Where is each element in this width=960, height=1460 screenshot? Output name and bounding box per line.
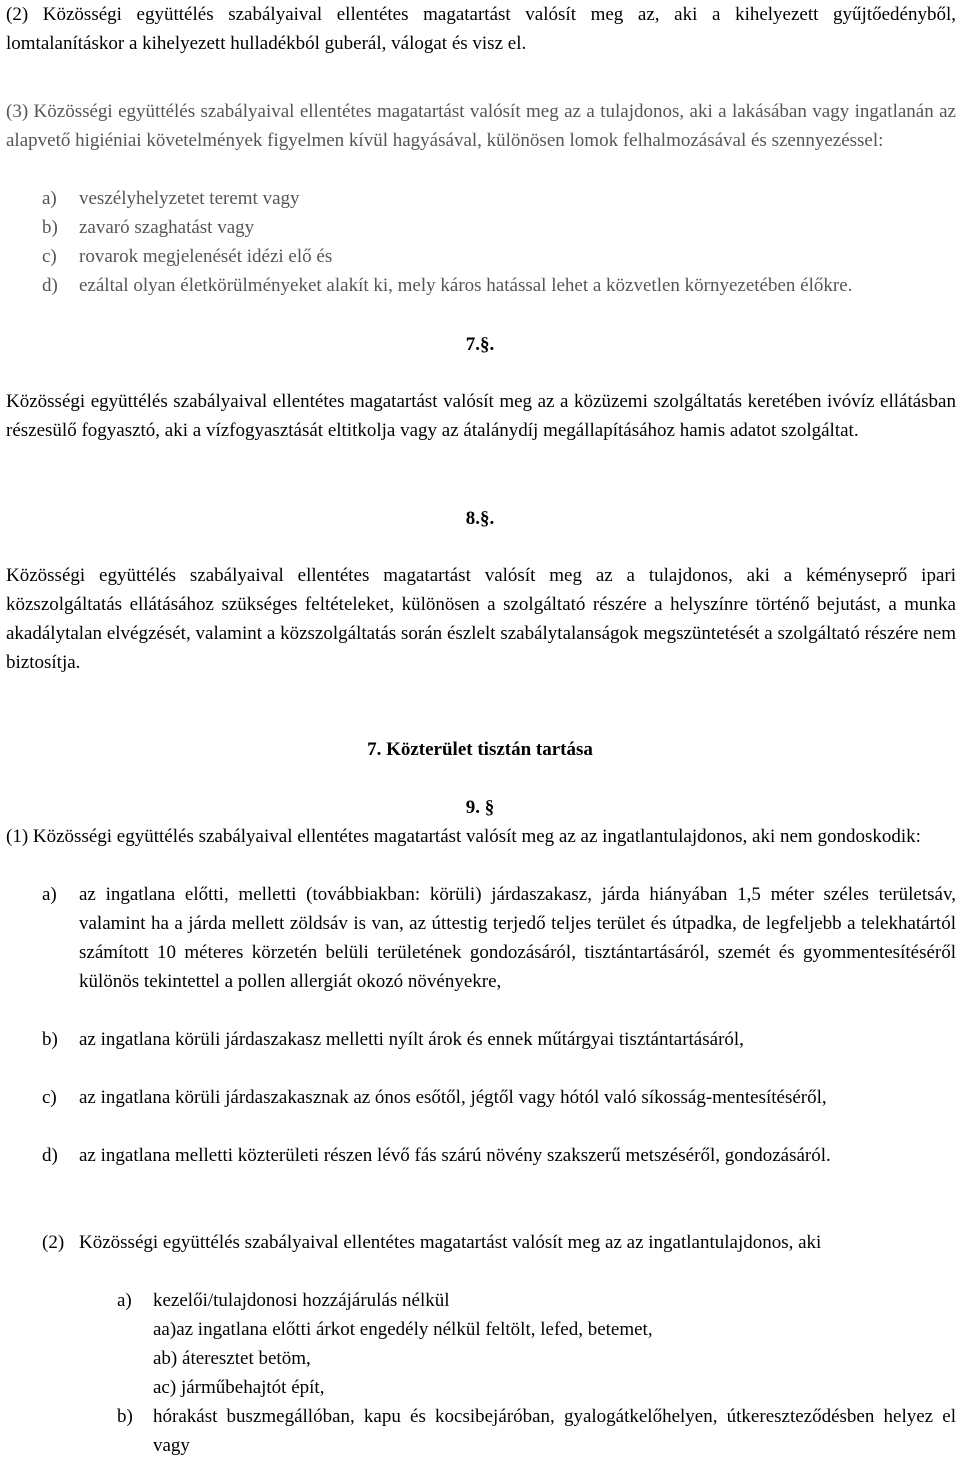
sub-item-ab: ab) áteresztet betöm,	[153, 1348, 311, 1369]
section-number-8: 8.§.	[465, 508, 495, 529]
list-label: c)	[42, 246, 57, 267]
sub-item-ac: ac) járműbehajtót épít,	[153, 1377, 325, 1398]
section-number-9: 9. §	[465, 797, 495, 818]
list-text: ezáltal olyan életkörülményeket alakít ki, mely káros hatással lehet a közvetlen környezetében élőkre.	[79, 275, 853, 296]
list-text: hórakást buszmegállóban, kapu és kocsibejáróban, gyalogátkelőhelyen, útkereszteződésben helyez el vagy	[153, 1406, 956, 1456]
paragraph-3-2: (2) Közösségi együttélés szabályaival ellentétes magatartást valósít meg az, aki a kihelyezett gyűjtőedényből, lomtalanításkor a kihelyezett hulladékból guberál, válogat és visz el.	[6, 4, 956, 54]
list-text: rovarok megjelenését idézi elő és	[79, 246, 333, 267]
list-label: d)	[42, 1145, 58, 1166]
list-text: veszélyhelyzetet teremt vagy	[79, 188, 300, 209]
list-label: (2)	[42, 1232, 65, 1253]
list-text: az ingatlana körüli járdaszakasznak az ónos esőtől, jégtől vagy hótól való síkosság-mentesítéséről,	[79, 1087, 827, 1108]
list-text: kezelői/tulajdonosi hozzájárulás nélkül	[153, 1290, 450, 1311]
paragraph-8: Közösségi együttélés szabályaival ellentétes magatartást valósít meg az a tulajdonos, aki a kéményseprő ipari közszolgáltatás ellátásához szükséges feltételeket, különösen a szolgáltató részére a helyszínre történő bejutást, a munka akadálytalan elvégzését, valamint a közszolgáltatás során észlelt szabálytalanságok megszüntetését a szolgáltató részére nem biztosítja.	[6, 565, 956, 673]
list-text: az ingatlana előtti, melletti (továbbiakban: körüli) járdaszakasz, járda hiányában 1,5 méter széles területsáv, valamint ha a járda mellett zöldsáv is van, az úttestig terjedő teljes terület és útpadka, de legfeljebb a telekhatártól számított 10 méteres körzetén belüli területének gondozásáról, tisztántartásáról, szemét és gyommentesítéséről különös tekintettel a pollen allergiát okozó növényekre,	[79, 884, 956, 992]
list-text: az ingatlana körüli járdaszakasz melletti nyílt árok és ennek műtárgyai tisztántartásáról,	[79, 1029, 744, 1050]
list-text: zavaró szaghatást vagy	[79, 217, 255, 238]
list-label: b)	[42, 217, 58, 238]
list-label: b)	[42, 1029, 58, 1050]
paragraph-3-3-intro: (3) Közösségi együttélés szabályaival ellentétes magatartást valósít meg az a tulajdonos, aki a lakásában vagy ingatlanán az alapvető higiéniai követelmények figyelmen kívül hagyásával, különösen lomok felhalmozásával és szennyezéssel:	[6, 101, 956, 151]
chapter-title: 7. Közterület tisztán tartása	[367, 739, 593, 760]
list-text: Közösségi együttélés szabályaival ellentétes magatartást valósít meg az az ingatlantulajdonos, aki	[79, 1232, 822, 1253]
section-number-7: 7.§.	[465, 334, 495, 355]
list-label: a)	[42, 884, 57, 905]
paragraph-9-1-intro: (1) Közösségi együttélés szabályaival ellentétes magatartást valósít meg az az ingatlantulajdonos, aki nem gondoskodik:	[6, 826, 921, 847]
paragraph-7: Közösségi együttélés szabályaival ellentétes magatartást valósít meg az a közüzemi szolgáltatás keretében ivóvíz ellátásban részesülő fogyasztó, aki a vízfogyasztását eltitkolja vagy az átalánydíj megállapításához hamis adatot szolgáltat.	[6, 391, 956, 441]
sub-item-aa: aa)az ingatlana előtti árkot engedély nélkül feltölt, lefed, betemet,	[153, 1319, 653, 1340]
list-text: az ingatlana melletti közterületi részen lévő fás szárú növény szakszerű metszéséről, gondozásáról.	[79, 1145, 831, 1166]
list-label: d)	[42, 275, 58, 296]
list-label: a)	[42, 188, 57, 209]
list-label: c)	[42, 1087, 57, 1108]
list-label: b)	[117, 1406, 133, 1427]
list-label: a)	[117, 1290, 132, 1311]
